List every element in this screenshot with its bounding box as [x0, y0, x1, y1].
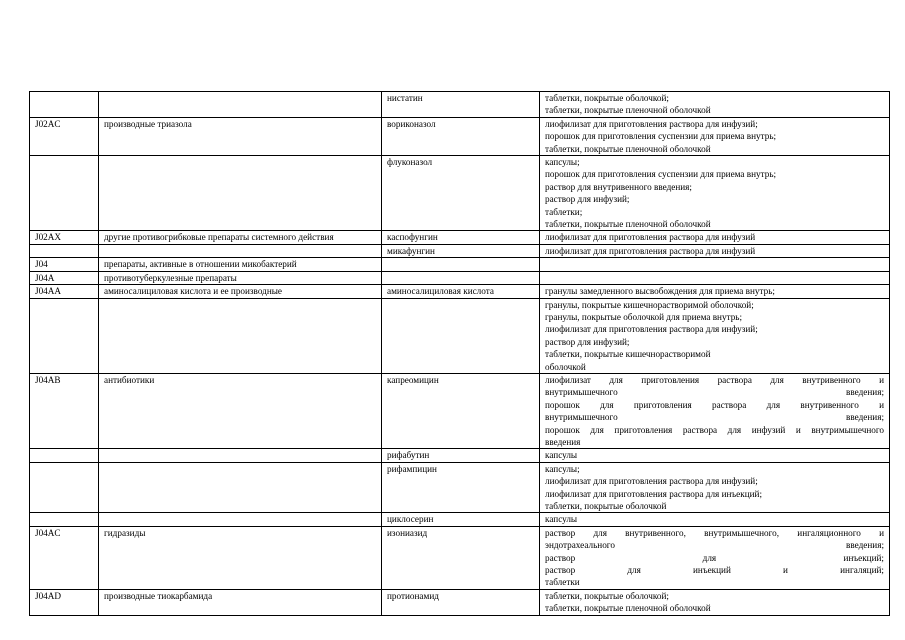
drug-name-cell	[382, 117, 540, 155]
dosage-form-line: раствор для внутривенного введения;	[545, 181, 692, 192]
drug-name-cell-text: капреомицин	[387, 374, 439, 385]
dosage-form-line: капсулы	[545, 514, 578, 525]
table-row	[30, 258, 890, 271]
dosage-form-line: лиофилизат для приготовления раствора для инфузий	[545, 232, 756, 243]
pharm-group-cell	[99, 244, 382, 257]
dosage-form-line: таблетки;	[545, 206, 583, 217]
drug-name-cell-text: флуконазол	[387, 157, 433, 168]
atc-code-cell-text: J04AB	[35, 374, 61, 385]
dosage-form-cell	[540, 117, 890, 155]
atc-code-cell-text	[35, 513, 93, 525]
dosage-form-line: лиофилизат для приготовления раствора для инфузий	[545, 245, 756, 256]
drug-name-cell-text: рифампицин	[387, 463, 437, 474]
atc-code-cell	[30, 156, 99, 231]
dosage-form-line: таблетки, покрытые оболочкой;	[545, 93, 669, 103]
atc-code-cell-text	[35, 299, 93, 311]
drug-name-cell	[382, 156, 540, 231]
atc-code-cell	[30, 462, 99, 513]
atc-code-cell-text	[35, 245, 93, 257]
atc-code-cell-text: J04A	[35, 272, 55, 283]
atc-code-cell-text	[35, 156, 93, 168]
dosage-form-line: гранулы, покрытые кишечнорастворимой оболочкой;	[545, 299, 754, 310]
dosage-form-line: эндотрахеального введения;	[545, 540, 884, 551]
pharm-group-cell	[99, 258, 382, 271]
dosage-form-cell	[540, 462, 890, 513]
atc-code-cell	[30, 117, 99, 155]
drug-name-cell	[382, 258, 540, 271]
drug-name-cell-text	[387, 299, 534, 311]
drug-name-cell-text: микафунгин	[387, 245, 435, 256]
dosage-form-cell	[540, 271, 890, 284]
atc-code-cell	[30, 231, 99, 244]
dosage-form-cell	[540, 298, 890, 373]
drug-name-cell-text	[387, 272, 534, 284]
drug-name-cell-text: аминосалициловая кислота	[387, 286, 494, 297]
pharm-group-cell-text: другие противогрибковые препараты системного действия	[104, 232, 334, 243]
pharm-group-cell-text: производные тиокарбамида	[104, 590, 213, 601]
pharm-group-cell	[99, 92, 382, 118]
pharm-group-cell-text: гидразиды	[104, 527, 146, 538]
dosage-form-line: лиофилизат для приготовления раствора для инъекций;	[545, 488, 763, 499]
pharm-group-cell-text: препараты, активные в отношении микобактерий	[104, 259, 297, 270]
atc-code-cell	[30, 373, 99, 448]
pharm-group-cell-text	[104, 463, 376, 475]
dosage-form-line	[545, 258, 884, 270]
dosage-form-line: порошок для приготовления раствора для инфузий и внутримышечного	[545, 424, 884, 435]
table-row	[30, 513, 890, 526]
table-row	[30, 298, 890, 373]
atc-code-cell	[30, 298, 99, 373]
dosage-form-line: раствор для инфузий;	[545, 194, 630, 205]
drug-name-cell	[382, 373, 540, 448]
dosage-form-cell	[540, 589, 890, 615]
dosage-form-cell	[540, 156, 890, 231]
table-row	[30, 271, 890, 284]
atc-code-cell	[30, 526, 99, 589]
table-row	[30, 526, 890, 589]
dosage-form-line: лиофилизат для приготовления раствора для внутривенного и	[545, 374, 884, 385]
dosage-form-line: введения	[545, 436, 581, 447]
dosage-form-line: капсулы	[545, 450, 578, 461]
pharm-group-cell-text	[104, 245, 376, 257]
dosage-form-cell	[540, 373, 890, 448]
drug-name-cell-text: протионамид	[387, 590, 439, 601]
drug-name-cell-text: рифабутин	[387, 450, 430, 461]
dosage-form-line: порошок для приготовления суспензии для приема внутрь;	[545, 131, 777, 142]
pharm-group-cell	[99, 373, 382, 448]
table-body	[30, 92, 890, 616]
atc-code-cell-text: J04	[35, 259, 48, 270]
pharm-group-cell	[99, 298, 382, 373]
drug-name-cell-text: нистатин	[387, 93, 423, 103]
drug-name-cell	[382, 271, 540, 284]
pharm-group-cell-text: антибиотики	[104, 374, 155, 385]
pharm-group-cell-text: производные триазола	[104, 118, 192, 129]
atc-code-cell	[30, 92, 99, 118]
atc-code-cell-text: J04AD	[35, 590, 62, 601]
dosage-form-line	[545, 272, 884, 284]
pharm-group-cell	[99, 513, 382, 526]
pharm-group-cell	[99, 449, 382, 462]
drug-name-cell-text: вориконазол	[387, 118, 436, 129]
atc-code-cell-text: J02AC	[35, 118, 61, 129]
pharm-group-cell	[99, 156, 382, 231]
dosage-form-line: гранулы, покрытые оболочкой для приема внутрь;	[545, 311, 743, 322]
dosage-form-line: лиофилизат для приготовления раствора для инфузий;	[545, 118, 758, 129]
pharm-group-cell-text: аминосалициловая кислота и ее производные	[104, 286, 283, 297]
dosage-form-line: оболочкой	[545, 361, 586, 372]
drug-classification-table	[29, 91, 890, 616]
dosage-form-line: порошок для приготовления суспензии для приема внутрь;	[545, 169, 777, 180]
dosage-form-line: таблетки, покрытые пленочной оболочкой	[545, 219, 711, 230]
pharm-group-cell-text: противотуберкулезные препараты	[104, 272, 237, 283]
dosage-form-line: порошок для приготовления раствора для внутривенного и	[545, 399, 884, 410]
pharm-group-cell	[99, 231, 382, 244]
dosage-form-line: раствор для инъекций;	[545, 552, 884, 563]
dosage-form-line: гранулы замедленного высвобождения для приема внутрь;	[545, 286, 775, 297]
drug-name-cell-text: циклосерин	[387, 514, 434, 525]
drug-name-cell	[382, 513, 540, 526]
table-row	[30, 92, 890, 118]
atc-code-cell-text	[35, 449, 93, 461]
dosage-form-line: таблетки, покрытые кишечнорастворимой	[545, 349, 711, 360]
atc-code-cell	[30, 589, 99, 615]
drug-name-cell	[382, 244, 540, 257]
pharm-group-cell	[99, 271, 382, 284]
table-row	[30, 285, 890, 298]
dosage-form-line: раствор для инъекций и ингаляций;	[545, 565, 884, 576]
drug-name-cell	[382, 285, 540, 298]
dosage-form-line: таблетки, покрытые пленочной оболочкой	[545, 105, 711, 116]
table-row	[30, 117, 890, 155]
dosage-form-cell	[540, 526, 890, 589]
dosage-form-cell	[540, 231, 890, 244]
pharm-group-cell	[99, 462, 382, 513]
table-row	[30, 231, 890, 244]
dosage-form-line: раствор для инфузий;	[545, 336, 630, 347]
drug-name-cell-text	[387, 258, 534, 270]
pharm-group-cell-text	[104, 299, 376, 311]
drug-name-cell	[382, 449, 540, 462]
dosage-form-line: лиофилизат для приготовления раствора для инфузий;	[545, 476, 758, 487]
dosage-form-cell	[540, 92, 890, 118]
dosage-form-line: капсулы;	[545, 157, 580, 168]
dosage-form-cell	[540, 285, 890, 298]
atc-code-cell	[30, 271, 99, 284]
dosage-form-cell	[540, 244, 890, 257]
table-row	[30, 156, 890, 231]
dosage-form-line: таблетки, покрытые пленочной оболочкой	[545, 143, 711, 154]
atc-code-cell-text: J04AA	[35, 286, 62, 297]
drug-name-cell	[382, 298, 540, 373]
drug-name-cell	[382, 92, 540, 118]
pharm-group-cell-text	[104, 513, 376, 525]
atc-code-cell	[30, 258, 99, 271]
pharm-group-cell	[99, 117, 382, 155]
dosage-form-line: таблетки	[545, 577, 580, 588]
pharm-group-cell	[99, 526, 382, 589]
atc-code-cell-text	[35, 463, 93, 475]
dosage-form-line: таблетки, покрытые пленочной оболочкой	[545, 603, 711, 614]
drug-name-cell-text: каспофунгин	[387, 232, 438, 243]
table-row	[30, 449, 890, 462]
atc-code-cell	[30, 513, 99, 526]
atc-code-cell-text	[35, 92, 93, 104]
table-row	[30, 462, 890, 513]
atc-code-cell-text: J04AC	[35, 527, 61, 538]
dosage-form-line: лиофилизат для приготовления раствора для инфузий;	[545, 324, 758, 335]
drug-name-cell	[382, 462, 540, 513]
pharm-group-cell	[99, 285, 382, 298]
pharm-group-cell	[99, 589, 382, 615]
dosage-form-cell	[540, 258, 890, 271]
atc-code-cell	[30, 244, 99, 257]
dosage-form-line: капсулы;	[545, 463, 580, 474]
atc-code-cell	[30, 285, 99, 298]
drug-name-cell	[382, 526, 540, 589]
drug-name-cell-text: изониазид	[387, 527, 428, 538]
dosage-form-line: внутримышечного введения;	[545, 412, 884, 423]
dosage-form-line: внутримышечного введения;	[545, 387, 884, 398]
drug-name-cell	[382, 589, 540, 615]
table-row	[30, 589, 890, 615]
dosage-form-line: таблетки, покрытые оболочкой;	[545, 590, 669, 601]
dosage-form-line: раствор для внутривенного, внутримышечного, ингаляционного и	[545, 527, 884, 538]
dosage-form-line: таблетки, покрытые оболочкой	[545, 501, 667, 511]
dosage-form-cell	[540, 449, 890, 462]
pharm-group-cell-text	[104, 449, 376, 461]
pharm-group-cell-text	[104, 156, 376, 168]
pharm-group-cell-text	[104, 92, 376, 104]
table-row	[30, 244, 890, 257]
dosage-form-cell	[540, 513, 890, 526]
drug-name-cell	[382, 231, 540, 244]
table-row	[30, 373, 890, 448]
atc-code-cell	[30, 449, 99, 462]
atc-code-cell-text: J02AX	[35, 232, 62, 243]
